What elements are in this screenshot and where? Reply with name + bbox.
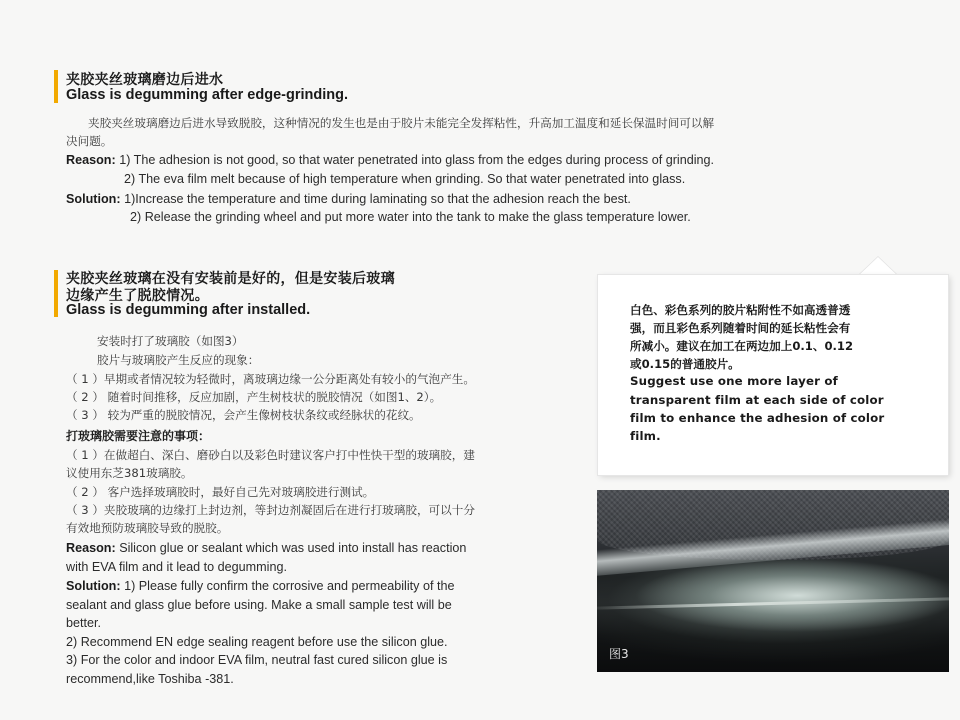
section2-title-en: Glass is degumming after installed. bbox=[66, 302, 311, 318]
callout-cn-line-4: 或0.15的普通胶片。 bbox=[630, 357, 740, 371]
section2-solution-label: Solution: bbox=[66, 579, 121, 593]
callout-cn-line-2: 强，而且彩色系列随着时间的延长粘性会有 bbox=[630, 321, 851, 335]
section2-line-3: （ 1 ）早期或者情况较为轻微时，离玻璃边缘一公分距离处有较小的气泡产生。 bbox=[66, 372, 475, 386]
section1-reason-line-1 bbox=[66, 152, 714, 168]
section1-reason-2: 2) The eva film melt because of high temperature when grinding. So that water penetrated into glass. bbox=[124, 172, 686, 186]
callout-en-line-3: film to enhance the adhesion of color bbox=[630, 411, 885, 425]
section2-note-5: 有效地预防玻璃胶导致的脱胶。 bbox=[66, 521, 229, 535]
section1-reason-1: 1) The adhesion is not good, so that water penetrated into glass from the edges during process of grinding. bbox=[119, 153, 715, 167]
section2-solution-line-2: sealant and glass glue before using. Make a small sample test will be bbox=[66, 598, 452, 612]
section1-solution-line-1 bbox=[66, 191, 631, 207]
section2-solution-line-1 bbox=[66, 578, 454, 594]
section1-intro-line-2: 决问题。 bbox=[66, 134, 113, 148]
section2-reason-label: Reason: bbox=[66, 541, 116, 555]
callout-cn-line-3: 所减小。建议在加工在两边加上0.1、0.12 bbox=[630, 339, 854, 353]
figure-caption: 图3 bbox=[609, 647, 629, 661]
section2-reason-line-1 bbox=[66, 540, 466, 556]
section2-reason-2: with EVA film and it lead to degumming. bbox=[66, 560, 287, 574]
section1-accent-bar bbox=[54, 70, 58, 103]
section1-intro-line-1: 夹胶夹丝玻璃磨边后进水导致脱胶，这种情况的发生也是由于胶片未能完全发挥粘性，升高加工温度和延长保温时间可以解 bbox=[88, 116, 715, 130]
section2-line-5: （ 3 ） 较为严重的脱胶情况，会产生像树枝状条纹或经脉状的花纹。 bbox=[66, 408, 421, 422]
section2-solution-line-4: 2) Recommend EN edge sealing reagent before use the silicon glue. bbox=[66, 635, 448, 649]
section2-line-4: （ 2 ） 随着时间推移，反应加剧，产生树枝状的脱胶情况（如图1、2）。 bbox=[66, 390, 442, 404]
section1-solution-1: 1)Increase the temperature and time during laminating so that the adhesion reach the best. bbox=[124, 192, 631, 206]
callout-en-line-2: transparent film at each side of color bbox=[630, 393, 884, 407]
section2-solution-1: 1) Please fully confirm the corrosive and permeability of the bbox=[124, 579, 455, 593]
callout-notch bbox=[858, 257, 898, 276]
section2-title-cn-1: 夹胶夹丝玻璃在没有安装前是好的，但是安装后玻璃 bbox=[66, 271, 395, 287]
section2-line-1: 安装时打了玻璃胶（如图3） bbox=[97, 334, 244, 348]
callout-box bbox=[598, 275, 948, 475]
section2-reason-1: Silicon glue or sealant which was used into install has reaction bbox=[119, 541, 467, 555]
figure-3-photo bbox=[597, 490, 949, 672]
section2-note-1: （ 1 ）在做超白、深白、磨砂白以及彩色时建议客户打中性快干型的玻璃胶，建 bbox=[66, 448, 475, 462]
section2-solution-line-6: recommend,like Toshiba -381. bbox=[66, 672, 234, 686]
section2-line-2: 胶片与玻璃胶产生反应的现象： bbox=[97, 353, 260, 367]
section1-solution-label: Solution: bbox=[66, 192, 121, 206]
section2-accent-bar bbox=[54, 270, 58, 317]
section2-note-2: 议使用东芝381玻璃胶。 bbox=[66, 466, 193, 480]
callout-cn-line-1: 白色、彩色系列的胶片粘附性不如高透普透 bbox=[630, 303, 851, 317]
callout-en-line-1: Suggest use one more layer of bbox=[630, 374, 838, 388]
photo-glass-edge bbox=[597, 597, 949, 609]
callout-en-line-4: film. bbox=[630, 429, 661, 443]
section2-notes-title: 打玻璃胶需要注意的事项： bbox=[66, 429, 211, 443]
section2-solution-line-5: 3) For the color and indoor EVA film, neutral fast cured silicon glue is bbox=[66, 653, 448, 667]
section1-solution-2: 2) Release the grinding wheel and put more water into the tank to make the glass temperature lower. bbox=[130, 210, 691, 224]
section1-reason-label: Reason: bbox=[66, 153, 116, 167]
section1-title-en: Glass is degumming after edge-grinding. bbox=[66, 87, 348, 103]
section2-note-4: （ 3 ）夹胶玻璃的边缘打上封边剂，等封边剂凝固后在进行打玻璃胶，可以十分 bbox=[66, 503, 475, 517]
section2-note-3: （ 2 ） 客户选择玻璃胶时，最好自己先对玻璃胶进行测试。 bbox=[66, 485, 375, 499]
section1-title-cn: 夹胶夹丝玻璃磨边后进水 bbox=[66, 72, 224, 88]
section2-title-cn-2: 边缘产生了脱胶情况。 bbox=[66, 288, 209, 304]
section2-solution-line-3: better. bbox=[66, 616, 102, 630]
